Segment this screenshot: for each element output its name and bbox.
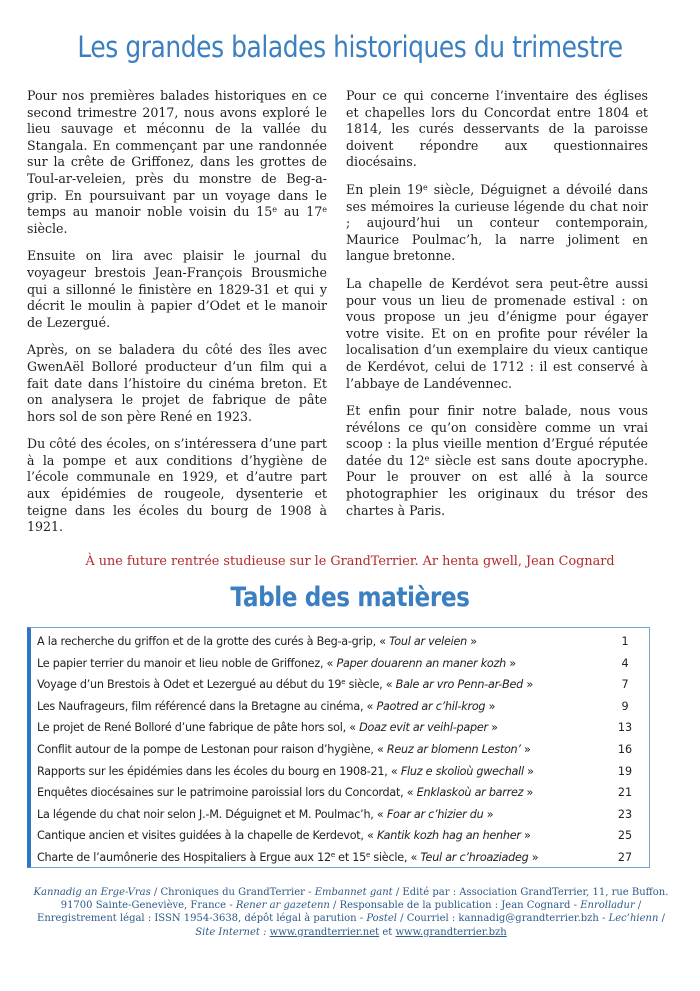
toc-entry[interactable] bbox=[37, 674, 649, 696]
article-right-column bbox=[346, 88, 648, 530]
paragraph-kerdevot: La chapelle de Kerdévot sera peut-être aussi pour vous un lieu de promenade estival : on vous propose un jeu d’énigme pour égayer votre visite. Et on en profite pour révéler la localisation d’un exemplaire du vieux cantique de Kerdévot, celui de 1712 : il est conservé à l’abbaye de Landévennec. bbox=[346, 275, 648, 391]
toc-entry-title: A la recherche du griffon et de la grotte des curés à Beg-a-grip, « Toul ar veleien » bbox=[37, 635, 477, 648]
toc-entry-title: Les Naufrageurs, film référencé dans la Bretagne au cinéma, « Paotred ar c’hil-krog » bbox=[37, 699, 496, 713]
toc-entry-title: Voyage d’un Brestois à Odet et Lezergué au début du 19e siècle, « Bale ar vro Penn-ar-Bed » bbox=[37, 678, 533, 692]
toc-page-number: 7 bbox=[621, 678, 629, 692]
article-left-column bbox=[27, 88, 327, 547]
toc-page-number: 9 bbox=[621, 699, 629, 713]
toc-page-number: 25 bbox=[617, 829, 633, 843]
toc-entry-title: Charte de l’aumônerie des Hospitaliers à Ergue aux 12e et 15e siècle, « Teul ar c’hroaziadeg » bbox=[37, 850, 539, 864]
table-of-contents bbox=[27, 627, 650, 868]
email-address: Courriel : kannadig@grandterrier.bzh bbox=[406, 913, 599, 925]
toc-page-number: 23 bbox=[617, 807, 633, 821]
toc-entry[interactable] bbox=[37, 804, 649, 826]
toc-entry[interactable] bbox=[37, 653, 649, 675]
toc-entry[interactable] bbox=[37, 631, 649, 653]
paragraph-intro: Pour nos premières balades historiques en ce second trimestre 2017, nous avons exploré le lieu sauvage et méconnu de la vallée du Stangala. En commençant par une randonnée sur la crête de Griffonez, dans les grottes de Toul-ar-veleien, près du monstre de Beg-a-grip. En poursuivant par un voyage dans le temps au manoir noble voisin du 15e au 17e siècle. bbox=[27, 88, 327, 236]
toc-entry[interactable] bbox=[37, 825, 649, 847]
page-title: Les grandes balades historiques du trimestre bbox=[77, 30, 623, 64]
paragraph-ecoles: Du côté des écoles, on s’intéressera d’une part à la pompe et aux conditions d’hygiène de l’école communale en 1929, et d’autre part aux épidémies de rougeole, dysenterie et teigne dans les écoles du bourg de 1908 à 1921. bbox=[27, 436, 327, 535]
website-link-bzh[interactable]: www.grandterrier.bzh bbox=[395, 926, 507, 938]
toc-entry-title: Conflit autour de la pompe de Lestonan pour raison d’hygiène, « Reuz ar blomenn Leston’ » bbox=[37, 742, 531, 756]
toc-entry-title: La légende du chat noir selon J.-M. Déguignet et M. Poulmac’h, « Foar ar c’hizier du » bbox=[37, 807, 494, 821]
paragraph-concordat: Pour ce qui concerne l’inventaire des églises et chapelles lors du Concordat entre 1804 et 1814, les curés desservants de la paroisse doivent répondre aux questionnaires diocésains. bbox=[346, 88, 648, 170]
paragraph-brousmiche: Ensuite on lira avec plaisir le journal du voyageur brestois Jean-François Brousmiche qui a sillonné le finistère en 1829-31 et qui y décrit le moulin à papier d’Odet et le manoir de Lezergué. bbox=[27, 248, 327, 330]
paragraph-scoop: Et enfin pour finir notre balade, nous vous révélons ce qu’on considère comme un vrai scoop : la plus vieille mention d’Ergué réputée datée du 12e siècle est sans doute apocryphe. Pour le prouver on est allé à la source photographier les originaux du trésor des chartes à Paris. bbox=[346, 403, 648, 518]
toc-entry-title: Enquêtes diocésaines sur le patrimoine paroissial lors du Concordat, « Enklaskoù ar barrez » bbox=[37, 786, 534, 800]
paragraph-deguignet: En plein 19e siècle, Déguignet a dévoilé dans ses mémoires la curieuse légende du chat noir ; aujourd’hui un conteur contemporain, Maurice Poulmac’h, la narre joliment en langue bretonne. bbox=[346, 181, 648, 264]
toc-entry-title: Rapports sur les épidémies dans les écoles du bourg en 1908-21, « Fluz e skolioù gwechall » bbox=[37, 764, 534, 778]
toc-page-number: 21 bbox=[617, 786, 633, 800]
toc-page-number: 13 bbox=[617, 721, 633, 735]
toc-page-number: 4 bbox=[621, 656, 629, 670]
toc-entry-title: Le projet de René Bolloré d’une fabrique de pâte hors sol, « Doaz evit ar veihl-paper » bbox=[37, 721, 498, 735]
publication-footer: Kannadig an Erge-Vras / Chroniques du GrandTerrier - Embannet gant / Edité par : Association GrandTerrier, 11, rue Buffon. 91700 Sainte-Geneviève, France - Rener ar gazetenn / Responsable de la publication : Jean Cognard - Enrolladur / Enregistrement légal : ISSN 1954-3638, dépôt légal à parution - Postel / Courriel : kannadig@grandterrier.bzh - Lec’hienn / Site Internet : www.grandterrier.net et www.grandterrier.bzh bbox=[33, 887, 669, 938]
toc-entry[interactable] bbox=[37, 847, 649, 869]
toc-page-number: 16 bbox=[617, 742, 633, 756]
toc-title: Table des matières bbox=[230, 582, 470, 613]
toc-entry-title: Cantique ancien et visites guidées à la chapelle de Kerdevot, « Kantik kozh hag an henher » bbox=[37, 829, 531, 843]
toc-entry[interactable] bbox=[37, 696, 649, 718]
toc-entry[interactable] bbox=[37, 782, 649, 804]
paragraph-bollore: Après, on se baladera du côté des îles avec GwenAël Bolloré producteur d’un film qui a fait date dans l’histoire du cinéma breton. Et on analysera le projet de fabrique de pâte hors sol de son père René en 1923. bbox=[27, 342, 327, 424]
toc-entry-title: Le papier terrier du manoir et lieu noble de Griffonez, « Paper douarenn an maner kozh » bbox=[37, 656, 516, 670]
toc-entry[interactable] bbox=[37, 739, 649, 761]
toc-page-number: 19 bbox=[617, 764, 633, 778]
website-link-net[interactable]: www.grandterrier.net bbox=[269, 926, 380, 938]
toc-page-number: 27 bbox=[617, 850, 633, 864]
toc-entry[interactable] bbox=[37, 717, 649, 739]
toc-entry[interactable] bbox=[37, 761, 649, 783]
signature-line: À une future rentrée studieuse sur le GrandTerrier. Ar henta gwell, Jean Cognard bbox=[85, 554, 615, 569]
toc-page-number: 1 bbox=[621, 635, 629, 648]
